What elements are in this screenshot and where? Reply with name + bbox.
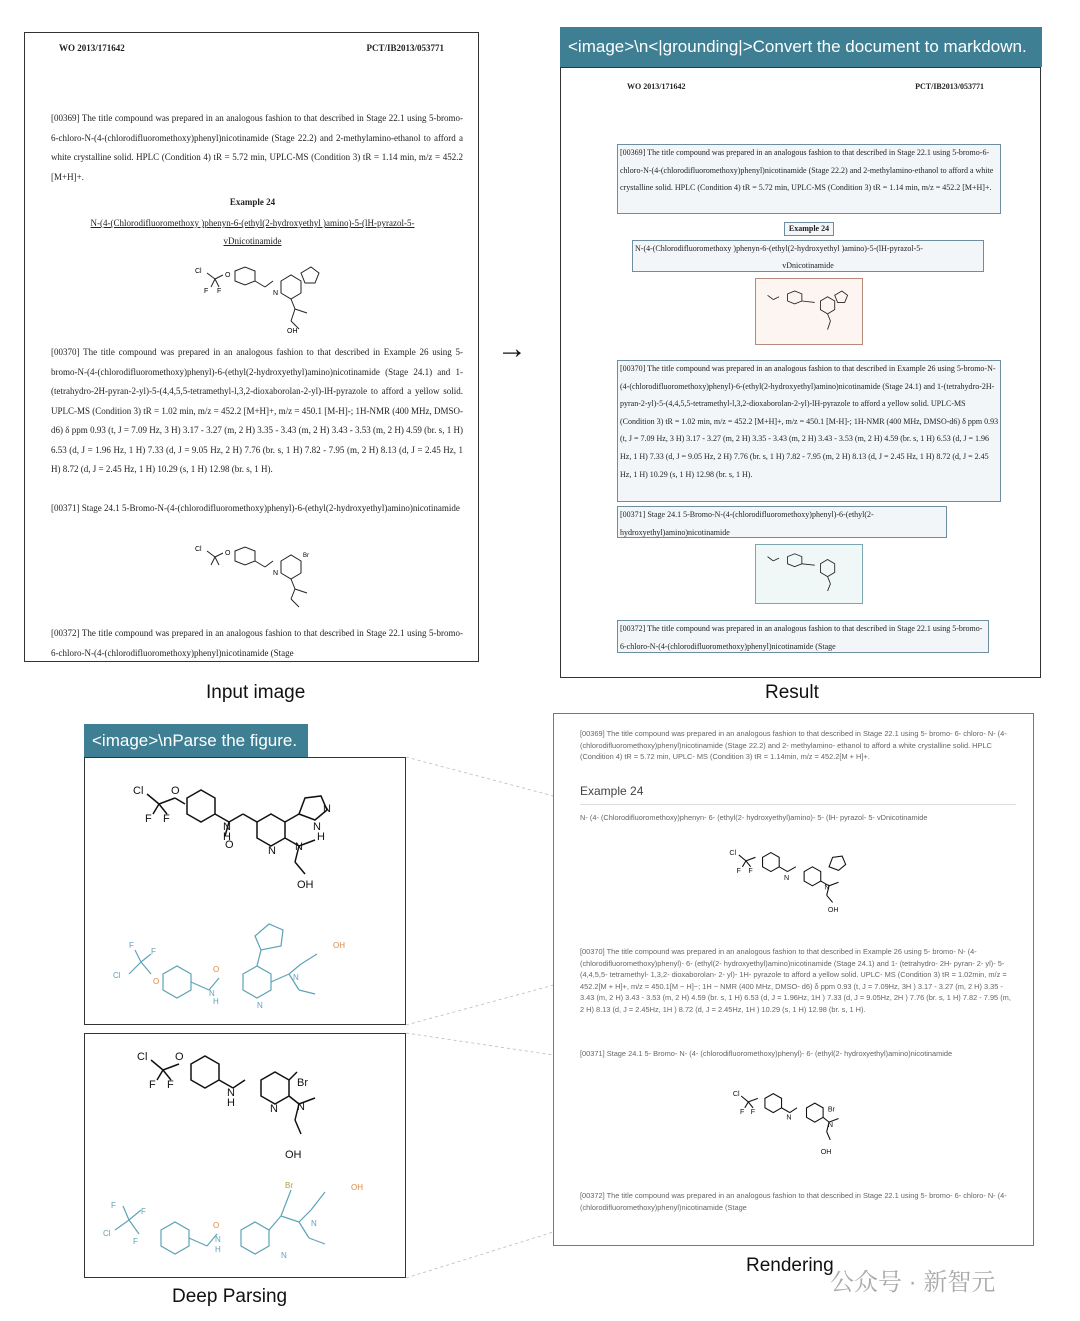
atom-oh: OH: [827, 905, 839, 914]
atom-o: O: [225, 839, 234, 851]
atom-f: F: [111, 1201, 116, 1210]
result-molecule-1: [759, 281, 859, 341]
atom-n: N: [273, 290, 279, 297]
atom-f: F: [740, 1107, 745, 1116]
atom-h: H: [227, 1097, 235, 1109]
atom-br: Br: [303, 553, 309, 559]
atom-h: H: [213, 997, 219, 1006]
atom-n: N: [268, 845, 276, 857]
atom-n: N: [223, 821, 231, 833]
result-paragraph-00371: [00371] Stage 24.1 5-Bromo-N-(4-(chlorodifluoromethoxy)phenyl)-6-(ethyl(2-hydroxyethyl)amino)nicotinamide: [620, 510, 874, 537]
parse-prompt-banner: <image>\nParse the figure.: [84, 724, 308, 757]
molecule-structure-1: [195, 255, 335, 335]
atom-o: O: [171, 785, 180, 797]
atom-o: O: [225, 550, 231, 557]
atom-n: N: [313, 821, 321, 833]
atom-o: O: [225, 272, 231, 279]
atom-n: N: [293, 973, 299, 982]
atom-n: N: [281, 1251, 287, 1260]
result-paragraph-00369: [00369] The title compound was prepared in an analogous fashion to that described in Stage 22.1 using 5-bromo-6-chloro-N-(4-(chlorodifluoromethoxy)phenyl)nicotinamide (Stage 22.2) and 2-methylamino-ethanol to afford a white crystalline solid. HPLC (Condition 4) tR = 5.72 min, UPLC-MS (Condition 3) tR = 1.14 min, m/z = 452.2 [M+H]+.: [620, 148, 994, 193]
atom-cl: Cl: [729, 848, 737, 857]
atom-n: N: [215, 1235, 221, 1244]
atom-h: H: [223, 831, 231, 843]
atom-br: Br: [297, 1077, 308, 1089]
atom-cl: Cl: [732, 1089, 740, 1098]
render-compound-name: N- (4- (Chlorodifluoromethoxy)phenyn- 6- (ethyl(2- hydroxyethyl)amino)- 5- (lH- pyrazol- 5- vDnicotinamide: [580, 813, 928, 822]
example-heading: Example 24: [229, 197, 276, 207]
atom-n: N: [209, 989, 215, 998]
result-caption: Result: [765, 682, 819, 703]
atom-cl: Cl: [195, 546, 202, 553]
render-example-heading: Example 24: [580, 784, 644, 798]
atom-oh: OH: [820, 1148, 832, 1157]
atom-cl: Cl: [137, 1051, 148, 1063]
paragraph-00371: [00371] Stage 24.1 5-Bromo-N-(4-(chlorodifluoromethoxy)phenyl)-6-(ethyl(2-hydroxyethyl)amino)nicotinamide: [51, 503, 460, 513]
atom-f: F: [141, 1207, 146, 1216]
atom-h: H: [317, 831, 325, 843]
paragraph-00372: [00372] The title compound was prepared in an analogous fashion to that described in Stage 22.1 using 5-bromo-6-chloro-N-(4-(chlorodifluoromethoxy)phenyl)nicotinamide (Stage: [51, 628, 463, 658]
doc-header-left: WO 2013/171642: [59, 43, 125, 53]
render-molecule-2: [702, 1080, 892, 1185]
paragraph-00369: [00369] The title compound was prepared in an analogous fashion to that described in Stage 22.1 using 5-bromo-6-chloro-N-(4-(chlorodifluoromethoxy)phenyl)nicotinamide (Stage 22.2) and 2-methylamino-ethanol to afford a white crystalline solid. HPLC (Condition 4) tR = 5.72 min, UPLC-MS (Condition 3) tR = 1.14 min, m/z = 452.2 [M+H]+.: [51, 113, 463, 182]
atom-f: F: [167, 1079, 174, 1091]
atom-br: Br: [827, 1105, 835, 1114]
atom-n: N: [270, 1103, 278, 1115]
atom-o: O: [213, 965, 220, 974]
compound-name-line1: N-(4-(Chlorodifluoromethoxy )phenyn-6-(ethyl(2-hydroxyethyl )amino)-5-(lH-pyrazol-5-: [90, 218, 415, 228]
result-paragraph-00370: [00370] The title compound was prepared in an analogous fashion to that described in Example 26 using 5-bromo-N-(4-(chlorodifluoromethoxy)phenyl)-6-(ethyl(2-hydroxyethyl)amino)nicotinamide (Stage 24.1) and 1-(tetrahydro-2H-pyran-2-yl)-5-(4,4,5,5-tetramethyl-l,3,2-dioxaborolan-2-yl)-lH-pyrazole to afford a yellow solid. UPLC-MS (Condition 3) tR = 1.02 min, m/z = 452.2 [M+H]+, m/z = 450.1 [M-H]-; 1H-NMR (400 MHz, DMSO-d6) δ ppm 0.93 (t, J = 7.09 Hz, 3 H) 3.17 - 3.27 (m, 2 H) 3.35 - 3.43 (m, 2 H) 3.43 - 3.53 (m, 2 H) 4.59 (br. s, 1 H) 6.53 (d, J = 1.96 Hz, 1 H) 7.33 (d, J = 9.05 Hz, 2 H) 7.76 (br. s, 1 H) 7.82 - 7.95 (m, 2 H) 8.13 (d, J = 2.45 Hz, 1 H) 8.72 (d, J = 2.45 Hz, 1 H) 10.29 (s, 1 H) 12.98 (br. s, 1 H).: [620, 364, 999, 479]
atom-f: F: [129, 941, 134, 950]
parsed-molecule-1: [85, 758, 405, 1024]
atom-o: O: [153, 977, 160, 986]
atom-n: N: [257, 1001, 263, 1010]
atom-f: F: [736, 866, 741, 875]
molecule-structure-2: [195, 541, 335, 611]
watermark: 公众号 · 新智元: [830, 1269, 996, 1296]
atom-n: N: [273, 570, 279, 577]
atom-cl: Cl: [133, 785, 144, 797]
atom-n: N: [824, 883, 830, 892]
atom-cl: Cl: [113, 971, 121, 980]
atom-oh: OH: [287, 328, 298, 335]
result-panel: [560, 67, 1041, 678]
atom-o: O: [175, 1051, 184, 1063]
arrow-icon: →: [497, 332, 527, 365]
atom-oh: OH: [285, 1149, 302, 1161]
atom-f: F: [163, 813, 170, 825]
atom-n: N: [827, 1120, 834, 1129]
result-compound-line2: vDnicotinamide: [782, 261, 834, 270]
atom-n: N: [295, 841, 303, 853]
rendering-panel: [553, 713, 1034, 1246]
result-paragraph-00372: [00372] The title compound was prepared in an analogous fashion to that described in Stage 22.1 using 5-bromo-6-chloro-N-(4-(chlorodifluoromethoxy)phenyl)nicotinamide (Stage: [620, 624, 983, 651]
atom-n: N: [786, 1113, 792, 1122]
render-molecule-1: [702, 832, 892, 942]
input-image-caption: Input image: [206, 682, 306, 703]
atom-n: N: [783, 873, 790, 882]
result-molecule-2: [759, 547, 859, 602]
render-paragraph-00371: [00371] Stage 24.1 5- Bromo- N- (4- (chlorodifluoromethoxy)phenyl)- 6- (ethyl(2- hydroxyethyl)amino)nicotinamide: [580, 1049, 953, 1058]
doc-header-right: PCT/IB2013/053771: [366, 43, 444, 53]
atom-f: F: [204, 288, 209, 295]
result-example-heading: Example 24: [788, 224, 830, 233]
parsed-molecule-2: [85, 1034, 405, 1277]
atom-f: F: [151, 947, 156, 956]
atom-o: O: [213, 1221, 220, 1230]
atom-f: F: [149, 1079, 156, 1091]
render-paragraph-00370: [00370] The title compound was prepared in an analogous fashion to that described in Example 26 using 5- bromo- N- (4- (chlorodifluoromethoxy)phenyl)- 6- (ethyl(2- hydroxyethyl)amino)nicotinamide (Stage 24.1) and 1- (tetrahydro- 2H- pyran- 2- yl)- 5- (4,4,5,5- tetramethyl- 1,3,2- dioxaborolan- 2- yl)- 1H- pyrazole to afford a yellow solid. UPLC- MS (Condition 3) tR = 1.02min, m/z = 452.2[M + H]+, m/z = 450.1[M − H]−; 1H − NMR (400 MHz, DMSO- d6) δ ppm 0.93 (t, J = 7.09Hz, 3H ) 3.17 - 3.27 (m, 2 H) 3.35 - 3.43 (m, 2 H) 3.43 - 3.53 (m, 2 H) 4.59 (br. s, 1 H) 6.53 (d, J = 1.96Hz, 1H ) 7.33 (d, J = 9.05Hz, 2H ) 7.76 (br. s, 1 H) 7.82 - 7.95 (m, 2 H) 8.13 (d, J = 2.45Hz, 1H ) 8.72 (d, J = 2.45Hz, 1H ) 10.29 (s, 1 H) 12.98 (br. s, 1 H).: [580, 947, 1011, 1014]
atom-f: F: [217, 288, 222, 295]
atom-n: N: [297, 1101, 305, 1113]
input-document-panel: [24, 32, 479, 662]
result-header-right: PCT/IB2013/053771: [915, 82, 984, 91]
atom-f: F: [750, 1107, 756, 1116]
atom-oh: OH: [297, 879, 314, 891]
atom-cl: Cl: [195, 268, 202, 275]
deep-parsing-figure-2: [84, 1033, 406, 1278]
atom-f: F: [748, 866, 753, 875]
compound-name-line2: vDnicotinamide: [223, 236, 282, 246]
result-header-left: WO 2013/171642: [627, 82, 686, 91]
atom-n: N: [311, 1219, 317, 1228]
atom-oh: OH: [351, 1183, 363, 1192]
deep-parsing-figure-1: [84, 757, 406, 1025]
grounding-prompt-banner: <image>\n<|grounding|>Convert the document to markdown.: [560, 27, 1042, 67]
atom-cl: Cl: [103, 1229, 111, 1238]
atom-h: H: [215, 1245, 221, 1254]
render-paragraph-00372: [00372] The title compound was prepared in an analogous fashion to that described in Stage 22.1 using 5- bromo- 6- chloro- N- (4- (chlorodifluoromethoxy)phenyl)nicotinamide (Stage: [580, 1191, 1007, 1212]
render-paragraph-00369: [00369] The title compound was prepared in an analogous fashion to that described in Stage 22.1 using 5- bromo- 6- chloro- N- (4- (chlorodifluoromethoxy)phenyl)nicotinamide (Stage 22.2) and 2- methylamino- ethanol to afford a white crystalline solid. HPLC (Condition 4) tR = 5.72 min, UPLC- MS (Condition 3) tR = 1.14min, m/z = 452.2[M + H]+.: [580, 729, 1007, 762]
atom-f: F: [133, 1237, 138, 1246]
atom-oh: OH: [333, 941, 345, 950]
atom-br: Br: [285, 1181, 293, 1190]
render-divider: [580, 804, 1016, 805]
deep-parsing-caption: Deep Parsing: [172, 1286, 288, 1307]
rendering-caption: Rendering: [746, 1255, 834, 1276]
result-compound-line1: N-(4-(Chlorodifluoromethoxy )phenyn-6-(ethyl(2-hydroxyethyl )amino)-5-(lH-pyrazol-5-: [635, 244, 923, 253]
atom-n: N: [323, 803, 331, 815]
paragraph-00370: [00370] The title compound was prepared in an analogous fashion to that described in Example 26 using 5-bromo-N-(4-(chlorodifluoromethoxy)phenyl)-6-(ethyl(2-hydroxyethyl)amino)nicotinamide (Stage 24.1) and 1-(tetrahydro-2H-pyran-2-yl)-5-(4,4,5,5-tetramethyl-l,3,2-dioxaborolan-2-yl)-lH-pyrazole to afford a yellow solid. UPLC-MS (Condition 3) tR = 1.02 min, m/z = 452.2 [M+H]+, m/z = 450.1 [M-H]-; 1H-NMR (400 MHz, DMSO-d6) δ ppm 0.93 (t, J = 7.09 Hz, 3 H) 3.17 - 3.27 (m, 2 H) 3.35 - 3.43 (m, 2 H) 3.43 - 3.53 (m, 2 H) 4.59 (br. s, 1 H) 6.53 (d, J = 1.96 Hz, 1 H) 7.33 (d, J = 9.05 Hz, 2 H) 7.76 (br. s, 1 H) 7.82 - 7.95 (m, 2 H) 8.13 (d, J = 2.45 Hz, 1 H) 8.72 (d, J = 2.45 Hz, 1 H) 10.29 (s, 1 H) 12.98 (br. s, 1 H).: [51, 347, 463, 474]
atom-n: N: [227, 1087, 235, 1099]
atom-f: F: [145, 813, 152, 825]
